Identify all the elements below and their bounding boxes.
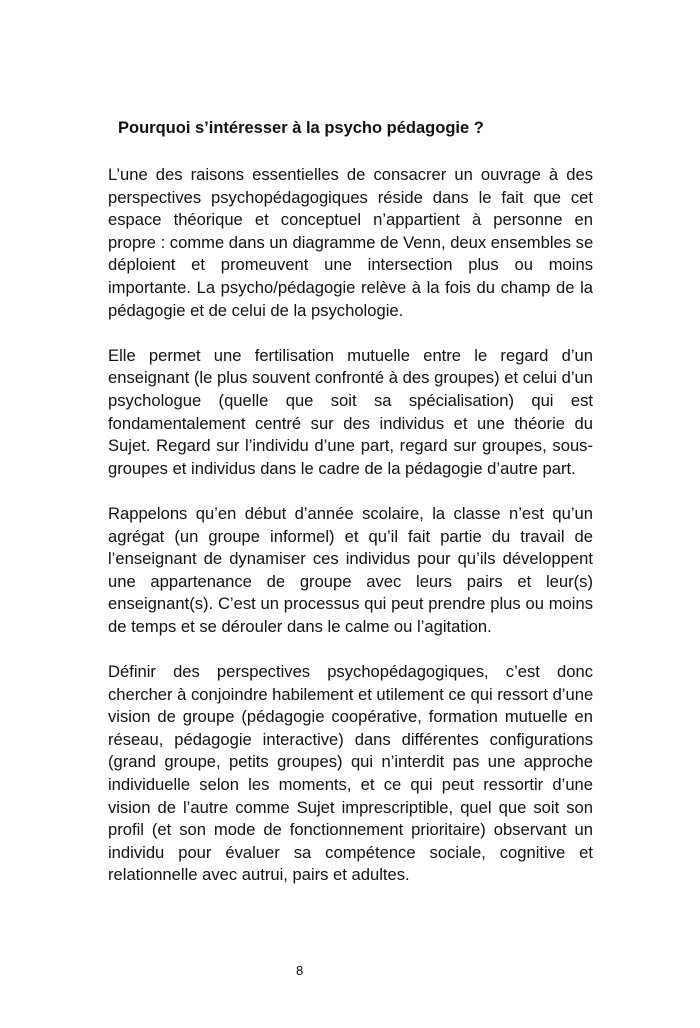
text-line: chercher à conjoindre habilement et utilement ce qui ressort d’une — [108, 684, 594, 704]
paragraph — [108, 503, 593, 639]
text-line: vision de l’autre comme Sujet imprescriptible, quel que soit son — [108, 797, 593, 817]
body-text — [108, 164, 593, 910]
text-line: (grand groupe, petits groupes) qui n’interdit pas une approche — [108, 752, 593, 772]
text-line: fondamentalement centré sur des individus et une théorie du — [108, 413, 593, 433]
text-line: réseau, pédagogie interactive) dans différentes configurations — [108, 729, 593, 749]
paragraph — [108, 661, 593, 887]
text-line: individuelle selon les moments, et ce qui peut ressortir d’une — [108, 775, 593, 795]
text-line: perspectives psychopédagogiques réside dans le fait que cet — [108, 187, 593, 207]
text-line: l’enseignant de dynamiser ces individus pour qu’ils développent — [108, 549, 593, 569]
text-line: Rappelons qu’en début d’année scolaire, la classe n’est qu’un — [108, 503, 593, 523]
section-heading: Pourquoi s’intéresser à la psycho pédagogie ? — [118, 119, 484, 137]
text-line: propre : comme dans un diagramme de Venn, deux ensembles se — [108, 232, 594, 252]
paragraph — [108, 345, 593, 481]
text-line: agrégat (un groupe informel) et qu’il fait partie du travail de — [108, 526, 593, 546]
paragraph — [108, 164, 593, 322]
page-number: 8 — [296, 963, 304, 978]
text-line: Sujet. Regard sur l’individu d’une part, regard sur groupes, sous- — [108, 436, 593, 456]
text-line: individu pour évaluer sa compétence sociale, cognitive et — [108, 842, 593, 862]
text-line: profil (et son mode de fonctionnement prioritaire) observant un — [108, 820, 593, 840]
text-line: Définir des perspectives psychopédagogiques, c’est donc — [108, 662, 593, 682]
text-line: pédagogie et de celui de la psychologie. — [108, 300, 404, 320]
text-line: enseignant (le plus souvent confronté à des groupes) et celui d’un — [108, 368, 593, 388]
text-line: espace théorique et conceptuel n’appartient à personne en — [108, 210, 593, 230]
text-line: psychologue (quelle que soit sa spécialisation) qui est — [108, 390, 593, 410]
text-line: Elle permet une fertilisation mutuelle entre le regard d’un — [108, 345, 593, 365]
text-line: importante. La psycho/pédagogie relève à la fois du champ de la — [108, 277, 593, 297]
text-line: déploient et promeuvent une intersection plus ou moins — [108, 255, 593, 275]
text-line: relationnelle avec autrui, pairs et adultes. — [108, 865, 410, 885]
text-line: une appartenance de groupe avec leurs pairs et leur(s) — [108, 571, 593, 591]
text-line: groupes et individus dans le cadre de la pédagogie d’autre part. — [108, 458, 576, 478]
text-line: de temps et se dérouler dans le calme ou l’agitation. — [108, 616, 492, 636]
text-line: L’une des raisons essentielles de consacrer un ouvrage à des — [108, 165, 593, 184]
text-line: vision de groupe (pédagogie coopérative, formation mutuelle en — [108, 707, 593, 727]
text-line: enseignant(s). C’est un processus qui peut prendre plus ou moins — [108, 594, 593, 614]
